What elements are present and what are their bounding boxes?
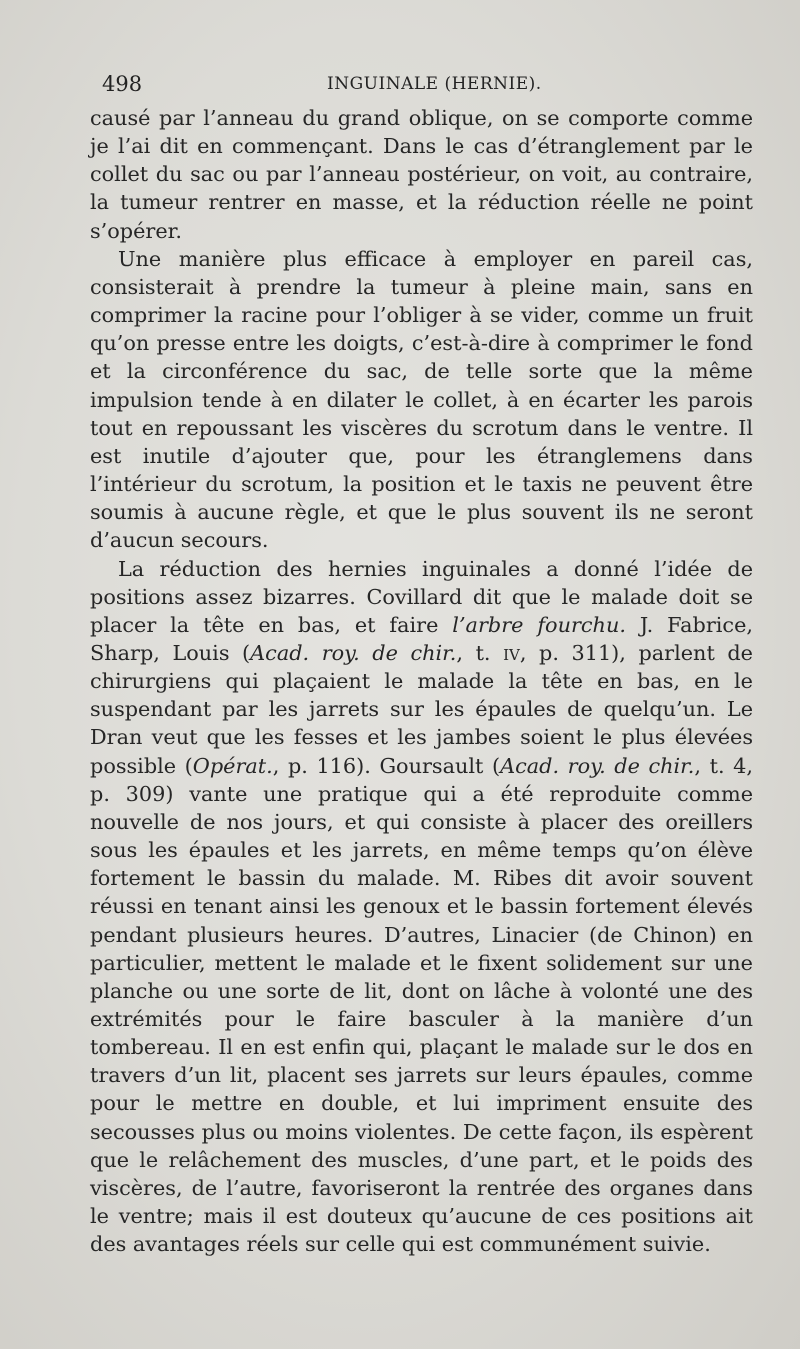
- text-run: La réduction des hernies inguinales a donné l’idée de positions assez bizarres. Covillard dit que le malade doit se placer la tête en bas, et faire: [90, 556, 753, 637]
- paragraph: [90, 104, 753, 245]
- italic-text: Acad. roy. de chir.: [250, 640, 457, 665]
- italic-text: Opérat.: [192, 753, 273, 778]
- text-run: , p. 116). Goursault (: [272, 753, 501, 778]
- running-head: INGUINALE (HERNIE).: [327, 74, 542, 94]
- paragraph: [90, 555, 753, 1259]
- text-run: causé par l’anneau du grand oblique, on se comporte comme je l’ai dit en commençant. Dans le cas d’étranglement par le collet du sac ou par l’anneau postérieur, on voit, au contraire, la tumeur rentrer en masse, et la réduction réelle ne point s’opérer.: [90, 106, 753, 243]
- italic-text: l’arbre fourchu.: [452, 612, 626, 637]
- page-number: 498: [102, 72, 143, 96]
- italic-text: Acad. roy. de chir.: [500, 753, 695, 778]
- text-run: , p. 311), parlent de chirurgiens qui plaçaient le malade la tête en bas, en le suspendant par les jarrets sur les épaules de quelqu’un. Le Dran veut que les fesses et les jambes soient le plus élevées possible (: [90, 640, 753, 778]
- text-run: Une manière plus efficace à employer en pareil cas, consisterait à prendre la tumeur à pleine main, sans en comprimer la racine pour l’obliger à se vider, comme un fruit qu’on presse entre les doigts, c’est-à-dire à comprimer le fond et la circonférence du sac, de telle sorte que la même impulsion tende à en dilater le collet, à en écarter les parois tout en repoussant les viscères du scrotum dans le ventre. Il est inutile d’ajouter que, pour les étranglemens dans l’intérieur du scrotum, la position et le taxis ne peuvent être soumis à aucune règle, et que le plus souvent ils ne seront d’aucun secours.: [90, 246, 753, 553]
- text-run: , t. 4, p. 309) vante une pratique qui a été reproduite comme nouvelle de nos jours, et qui consiste à placer des oreillers sous les épaules et les jarrets, en même temps qu’on élève fortement le bassin du malade. M. Ribes dit avoir souvent réussi en tenant ainsi les genoux et le bassin fortement élevés pendant plusieurs heures. D’autres, Linacier (de Chinon) en particulier, mettent le malade et le fixent solidement sur une planche ou une sorte de lit, dont on lâche à volonté une des extrémités pour le faire basculer à la manière d’un tombereau. Il en est enfin qui, plaçant le malade sur le dos en travers d’un lit, placent ses jarrets sur leurs épaules, comme pour le mettre en double, et lui impriment ensuite des secousses plus ou moins violentes. De cette façon, ils espèrent que le relâchement des muscles, d’une part, et le poids des viscères, de l’autre, favoriseront la rentrée des organes dans le ventre; mais il est douteux qu’aucune de ces positions ait des avantages réels sur celle qui est communément suivie.: [90, 753, 753, 1257]
- page-header: [102, 72, 742, 102]
- text-run: J. Fabrice, Sharp, Louis (: [90, 612, 753, 665]
- body-text: [90, 104, 753, 1258]
- text-run: , t.: [456, 640, 504, 665]
- paragraph: [90, 245, 753, 555]
- text-run: iv: [503, 640, 520, 665]
